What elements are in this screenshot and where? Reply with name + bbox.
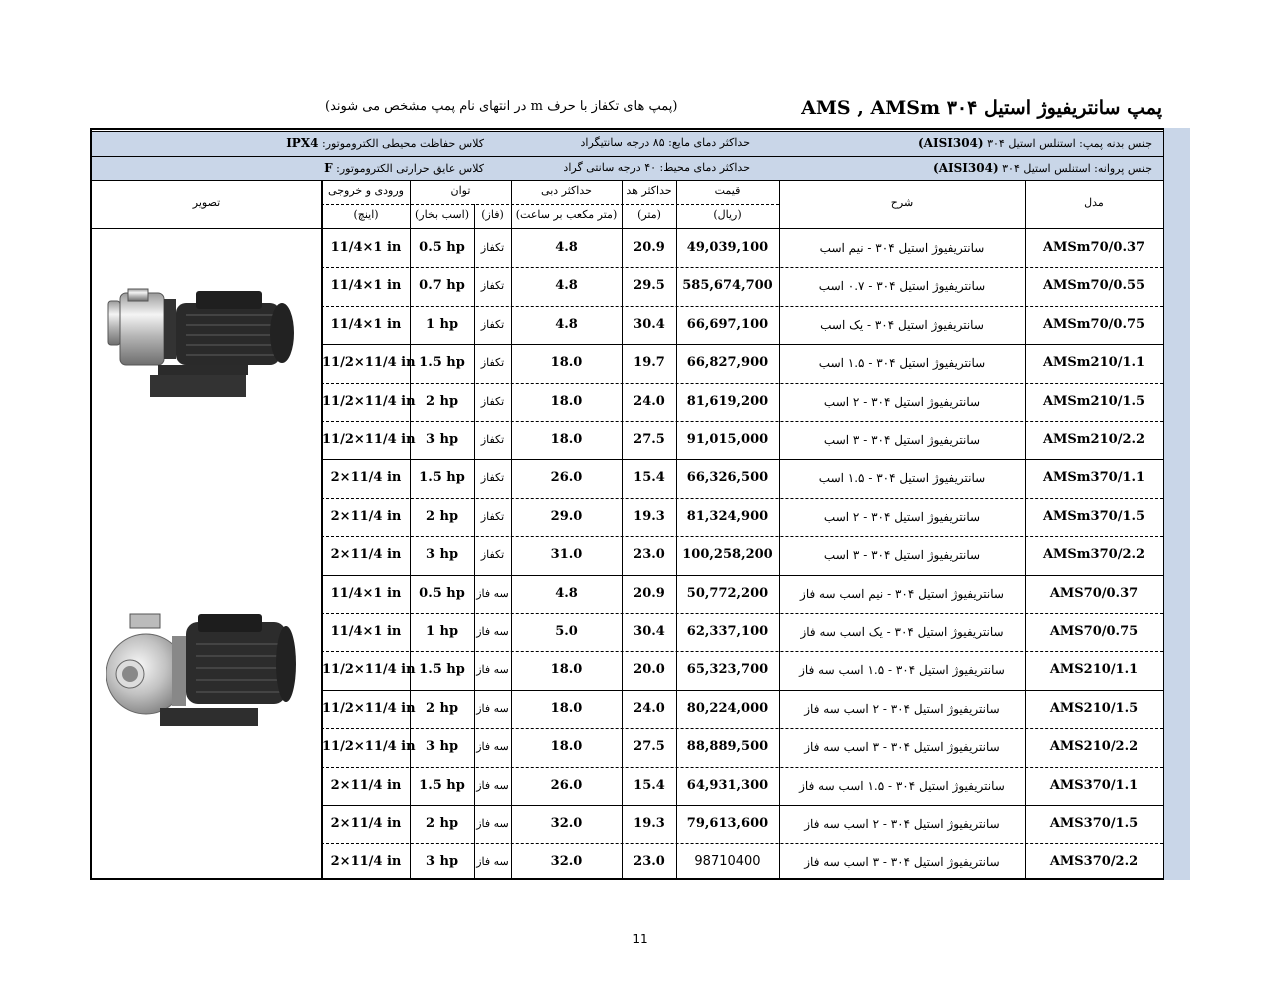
cell-phase: سه فاز (476, 587, 509, 600)
cell-model: AMSm370/2.2 (1042, 547, 1146, 562)
cell-head: 19.7 (633, 355, 665, 370)
cell-model: AMS370/1.1 (1049, 778, 1139, 793)
cell-power: 1.5 hp (419, 662, 465, 677)
cell-head: 20.0 (633, 662, 665, 677)
cell-phase: سه فاز (476, 702, 509, 715)
cell-price: 98710400 (694, 854, 761, 869)
cell-desc: سانتریفیوژ استیل ۳۰۴ - ۱.۵ اسب (818, 356, 986, 370)
cell-power: 2 hp (425, 509, 459, 524)
cell-price: 62,337,100 (686, 624, 769, 639)
cell-phase: سه فاز (476, 855, 509, 868)
cell-price: 88,889,500 (686, 739, 769, 754)
protection-class: کلاس حفاظت محیطی الکتروموتور: IPX4 (286, 136, 484, 150)
cell-phase: سه فاز (476, 625, 509, 638)
cell-power: 2 hp (425, 394, 459, 409)
cell-model: AMSm370/1.1 (1042, 470, 1146, 485)
cell-head: 27.5 (633, 432, 665, 447)
cell-flow: 18.0 (550, 739, 583, 754)
cell-flow: 26.0 (550, 778, 583, 793)
cell-price: 585,674,700 (682, 278, 773, 293)
cell-desc: سانتریفیوژ استیل ۳۰۴ - ۱.۵ اسب (818, 471, 986, 485)
cell-power: 2 hp (425, 701, 459, 716)
cell-flow: 4.8 (555, 240, 578, 255)
cell-phase: تکفاز (480, 241, 505, 254)
cell-desc: سانتریفیوژ استیل ۳۰۴ - ۰.۷ اسب (818, 279, 986, 293)
cell-model: AMSm210/2.2 (1042, 432, 1146, 447)
cell-phase: تکفاز (480, 356, 505, 369)
cell-desc: سانتریفیوژ استیل ۳۰۴ - ۱.۵ اسب سه فاز (799, 779, 1005, 793)
cell-flow: 18.0 (550, 432, 583, 447)
page-title: پمپ سانتریفیوژ استیل ۳۰۴ AMS , AMSm (801, 97, 1162, 119)
cell-head: 20.9 (633, 586, 665, 601)
cell-flow: 26.0 (550, 470, 583, 485)
cell-model: AMS370/1.5 (1049, 816, 1139, 831)
cell-head: 23.0 (633, 547, 665, 562)
cell-phase: تکفاز (480, 510, 505, 523)
cell-price: 100,258,200 (682, 547, 773, 562)
cell-power: 2 hp (425, 816, 459, 831)
cell-desc: سانتریفیوژ استیل ۳۰۴ - ۲ اسب (823, 395, 981, 409)
cell-desc: سانتریفیوژ استیل ۳۰۴ - ۳ اسب (823, 433, 981, 447)
cell-model: AMS210/1.5 (1049, 701, 1139, 716)
cell-price: 81,619,200 (686, 394, 769, 409)
cell-model: AMSm70/0.55 (1042, 278, 1146, 293)
cell-flow: 18.0 (550, 701, 583, 716)
cell-io: 11/2×11/4 in (322, 394, 416, 409)
cell-head: 30.4 (633, 317, 665, 332)
side-stripe (1163, 128, 1190, 880)
header-power: توان (450, 184, 471, 197)
cell-io: 11/2×11/4 in (322, 739, 416, 754)
cell-io: 2×11/4 in (330, 778, 402, 793)
cell-desc: سانتریفیوژ استیل ۳۰۴ - یک اسب (820, 318, 984, 332)
cell-power: 3 hp (425, 854, 459, 869)
cell-io: 2×11/4 in (330, 509, 402, 524)
pump-image-single-phase (106, 285, 296, 403)
cell-power: 3 hp (425, 547, 459, 562)
cell-flow: 4.8 (555, 317, 578, 332)
cell-desc: سانتریفیوژ استیل ۳۰۴ - ۱.۵ اسب سه فاز (799, 663, 1005, 677)
cell-model: AMSm70/0.75 (1042, 317, 1146, 332)
cell-phase: سه فاز (476, 740, 509, 753)
cell-price: 49,039,100 (686, 240, 769, 255)
cell-head: 19.3 (633, 509, 665, 524)
header-phase-unit: (فاز) (481, 208, 504, 221)
cell-phase: تکفاز (480, 395, 505, 408)
cell-power: 1 hp (425, 624, 459, 639)
cell-io: 11/2×11/4 in (322, 662, 416, 677)
header-inlet-outlet-unit: (اینچ) (353, 208, 379, 221)
cell-price: 81,324,900 (686, 509, 769, 524)
cell-head: 15.4 (633, 470, 665, 485)
header-price: قیمت (714, 184, 741, 197)
cell-price: 65,323,700 (686, 662, 769, 677)
cell-phase: تکفاز (480, 318, 505, 331)
cell-phase: تکفاز (480, 548, 505, 561)
cell-power: 3 hp (425, 432, 459, 447)
cell-model: AMS70/0.75 (1049, 624, 1139, 639)
cell-power: 3 hp (425, 739, 459, 754)
cell-price: 79,613,600 (686, 816, 769, 831)
cell-desc: سانتریفیوژ استیل ۳۰۴ - ۲ اسب (823, 510, 981, 524)
cell-phase: سه فاز (476, 817, 509, 830)
cell-price: 80,224,000 (686, 701, 769, 716)
cell-model: AMSm370/1.5 (1042, 509, 1146, 524)
cell-power: 0.5 hp (419, 586, 465, 601)
cell-model: AMSm70/0.37 (1042, 240, 1146, 255)
cell-flow: 18.0 (550, 662, 583, 677)
cell-desc: سانتریفیوژ استیل ۳۰۴ - ۲ اسب سه فاز (804, 702, 1000, 716)
cell-io: 2×11/4 in (330, 547, 402, 562)
cell-head: 19.3 (633, 816, 665, 831)
cell-flow: 4.8 (555, 278, 578, 293)
cell-phase: تکفاز (480, 433, 505, 446)
cell-head: 24.0 (633, 701, 665, 716)
impeller-material: جنس پروانه: استنلس استیل ۳۰۴ (AISI304) (933, 161, 1152, 175)
cell-model: AMS210/1.1 (1049, 662, 1139, 677)
header-power-unit: (اسب بخار) (415, 208, 469, 221)
cell-desc: سانتریفیوژ استیل ۳۰۴ - یک اسب سه فاز (800, 625, 1004, 639)
cell-desc: سانتریفیوژ استیل ۳۰۴ - ۳ اسب سه فاز (804, 855, 1000, 869)
header-max-head-unit: (متر) (637, 208, 661, 221)
header-model: مدل (1084, 196, 1104, 209)
cell-head: 20.9 (633, 240, 665, 255)
cell-io: 2×11/4 in (330, 470, 402, 485)
cell-power: 1 hp (425, 317, 459, 332)
insulation-class: کلاس عایق حرارتی الکتروموتور: F (324, 161, 484, 175)
cell-model: AMSm210/1.1 (1042, 355, 1146, 370)
header-inlet-outlet: ورودی و خروجی (328, 184, 404, 197)
cell-model: AMS210/2.2 (1049, 739, 1139, 754)
header-image: تصویر (192, 196, 221, 209)
cell-model: AMS70/0.37 (1049, 586, 1139, 601)
cell-model: AMS370/2.2 (1049, 854, 1139, 869)
cell-desc: سانتریفیوژ استیل ۳۰۴ - ۳ اسب سه فاز (804, 740, 1000, 754)
cell-io: 11/4×1 in (330, 317, 402, 332)
cell-head: 30.4 (633, 624, 665, 639)
cell-head: 29.5 (633, 278, 665, 293)
header-description: شرح (890, 196, 914, 209)
cell-price: 66,697,100 (686, 317, 769, 332)
cell-phase: سه فاز (476, 663, 509, 676)
cell-head: 27.5 (633, 739, 665, 754)
cell-io: 2×11/4 in (330, 854, 402, 869)
cell-phase: تکفاز (480, 471, 505, 484)
cell-power: 1.5 hp (419, 470, 465, 485)
page-number: 11 (632, 932, 648, 946)
cell-io: 2×11/4 in (330, 816, 402, 831)
pump-image-three-phase (106, 612, 298, 730)
cell-io: 11/2×11/4 in (322, 701, 416, 716)
cell-flow: 29.0 (550, 509, 583, 524)
cell-head: 24.0 (633, 394, 665, 409)
page-subtitle: (پمپ های تکفاز با حرف m در انتهای نام پمپ مشخص می شوند) (325, 99, 678, 114)
cell-head: 23.0 (633, 854, 665, 869)
cell-phase: تکفاز (480, 279, 505, 292)
cell-power: 0.5 hp (419, 240, 465, 255)
cell-power: 1.5 hp (419, 778, 465, 793)
cell-head: 15.4 (633, 778, 665, 793)
cell-flow: 4.8 (555, 586, 578, 601)
header-max-head: حداکثر هد (626, 184, 672, 197)
cell-price: 91,015,000 (686, 432, 769, 447)
cell-price: 50,772,200 (686, 586, 769, 601)
cell-io: 11/2×11/4 in (322, 355, 416, 370)
cell-desc: سانتریفیوژ استیل ۳۰۴ - ۳ اسب (823, 548, 981, 562)
header-unit-line (321, 204, 779, 205)
cell-io: 11/4×1 in (330, 586, 402, 601)
cell-power: 0.7 hp (419, 278, 465, 293)
cell-flow: 31.0 (550, 547, 583, 562)
cell-flow: 5.0 (555, 624, 578, 639)
body-material: جنس بدنه پمپ: استنلس استیل ۳۰۴ (AISI304) (917, 136, 1152, 150)
info-divider (92, 156, 1163, 157)
cell-flow: 32.0 (550, 854, 583, 869)
header-price-unit: (ریال) (713, 208, 742, 221)
header-max-flow: حداکثر دبی (541, 184, 592, 197)
cell-io: 11/2×11/4 in (322, 432, 416, 447)
cell-io: 11/4×1 in (330, 624, 402, 639)
max-liquid-temp: حداکثر دمای مایع: ۸۵ درجه سانتیگراد (580, 136, 750, 149)
cell-desc: سانتریفیوژ استیل ۳۰۴ - نیم اسب سه فاز (800, 587, 1004, 601)
cell-price: 66,326,500 (686, 470, 769, 485)
cell-flow: 32.0 (550, 816, 583, 831)
cell-price: 66,827,900 (686, 355, 769, 370)
cell-phase: سه فاز (476, 779, 509, 792)
cell-desc: سانتریفیوژ استیل ۳۰۴ - ۲ اسب سه فاز (804, 817, 1000, 831)
cell-io: 11/4×1 in (330, 278, 402, 293)
cell-flow: 18.0 (550, 394, 583, 409)
max-ambient-temp: حداکثر دمای محیط: ۴۰ درجه سانتی گراد (563, 161, 750, 174)
cell-price: 64,931,300 (686, 778, 769, 793)
header-max-flow-unit: (متر مکعب بر ساعت) (515, 208, 618, 221)
cell-power: 1.5 hp (419, 355, 465, 370)
cell-model: AMSm210/1.5 (1042, 394, 1146, 409)
cell-desc: سانتریفیوژ استیل ۳۰۴ - نیم اسب (819, 241, 985, 255)
cell-flow: 18.0 (550, 355, 583, 370)
cell-io: 11/4×1 in (330, 240, 402, 255)
